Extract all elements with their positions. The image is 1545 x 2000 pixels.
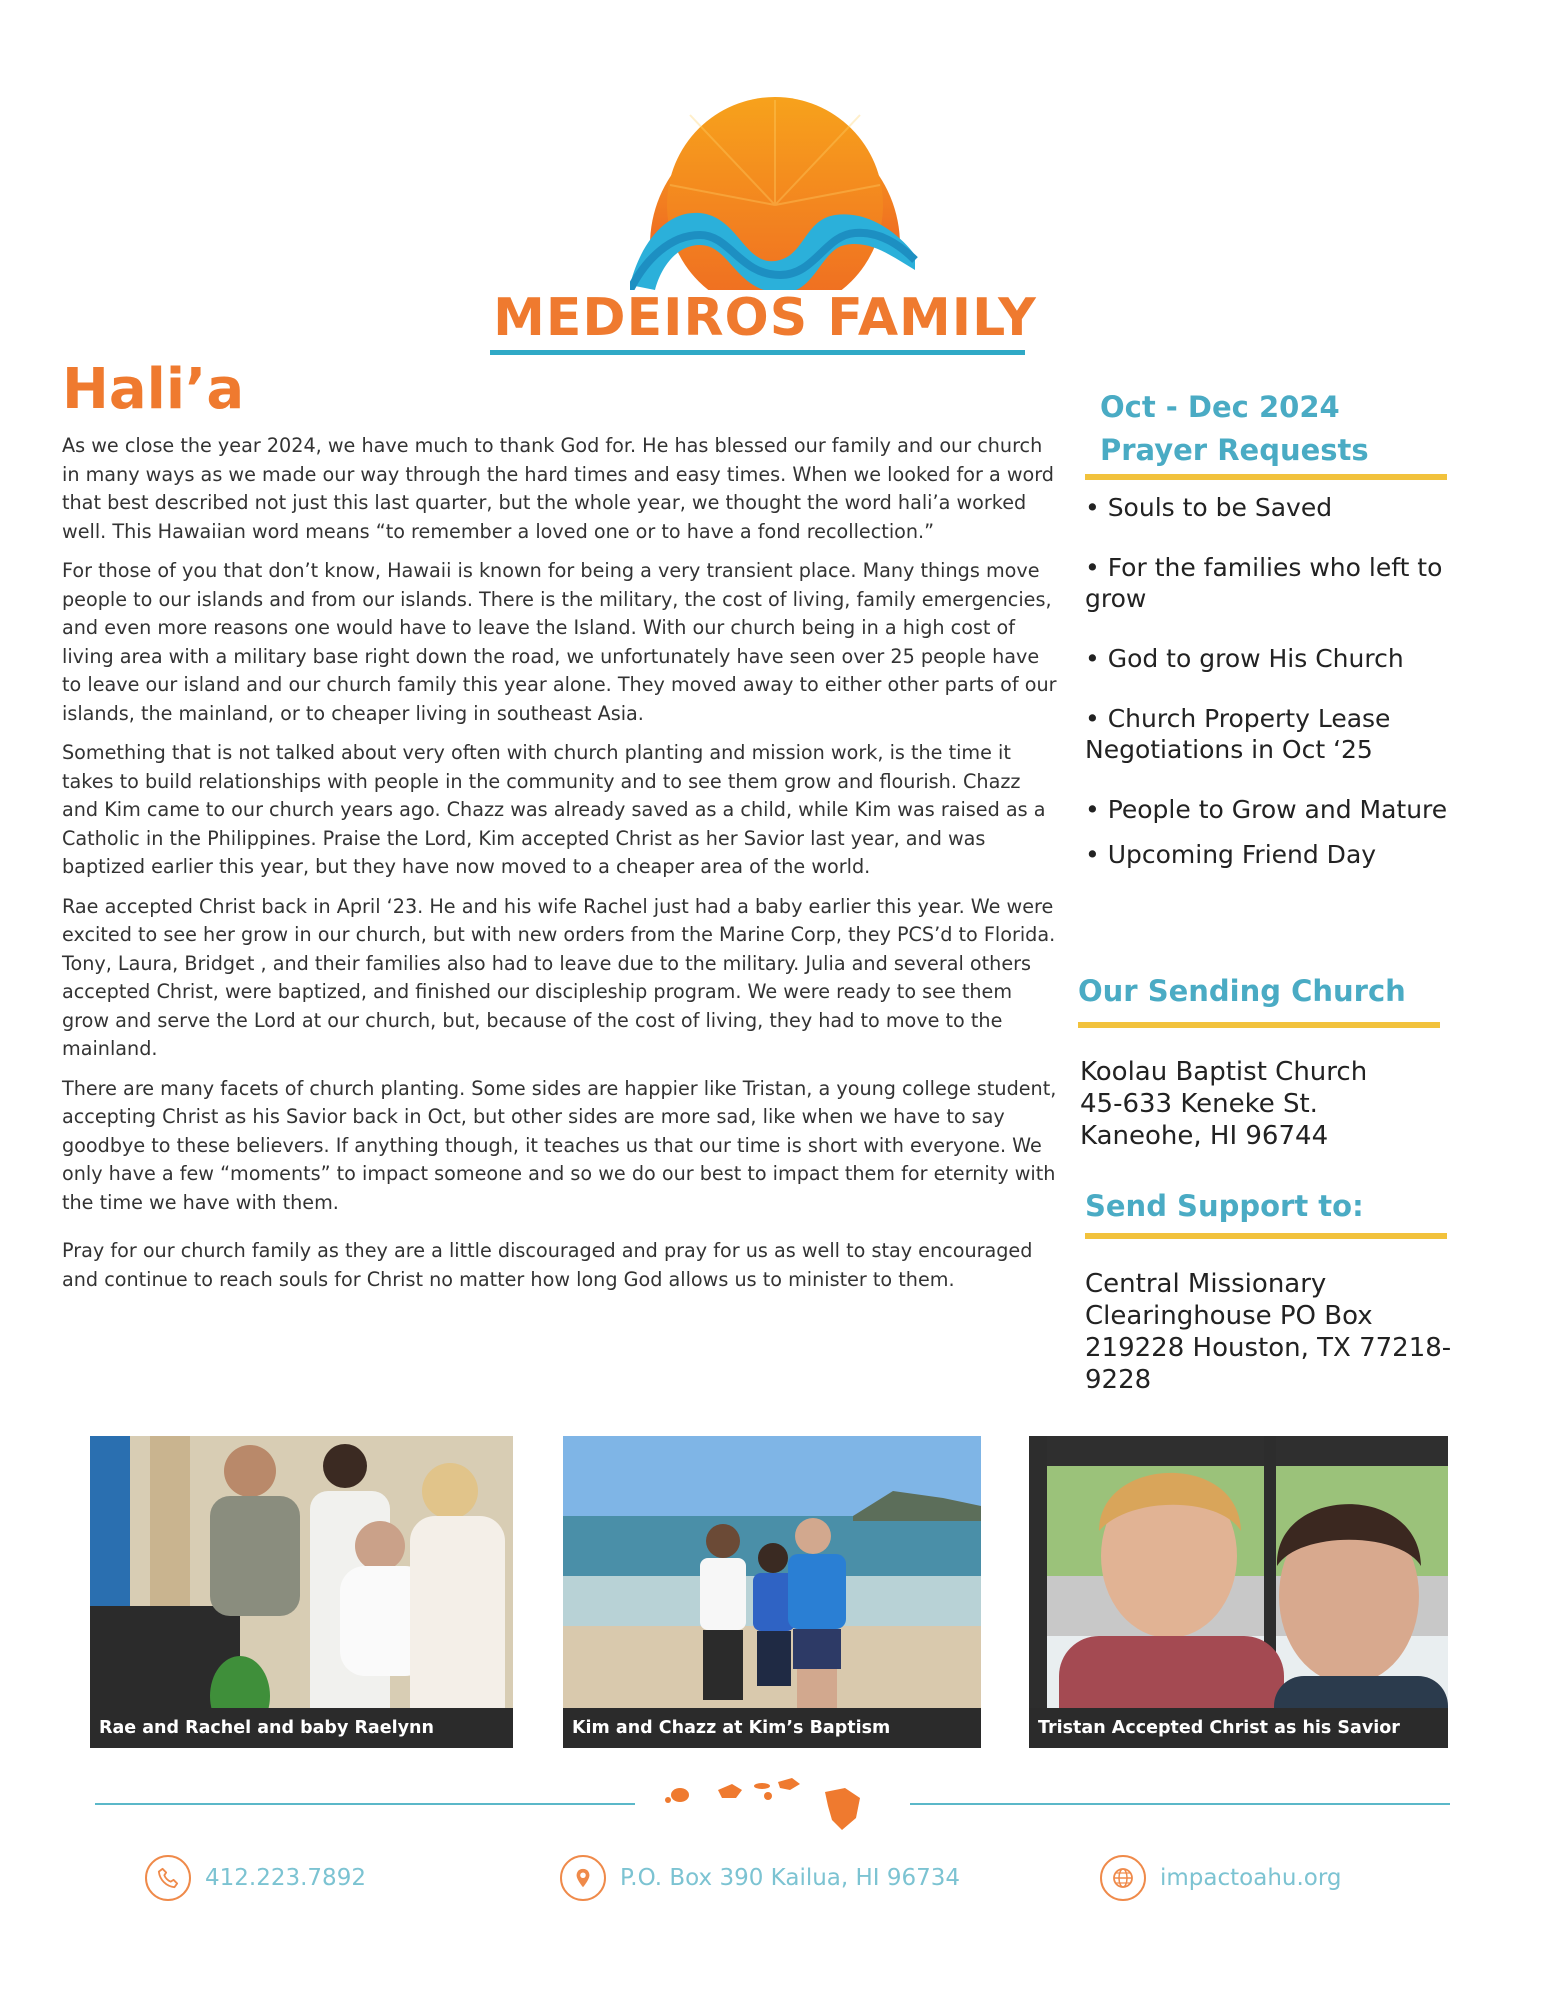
website-link[interactable]: impactoahu.org <box>1160 1865 1342 1891</box>
title-underline <box>490 350 1025 355</box>
church-city: Kaneohe, HI 96744 <box>1080 1121 1329 1151</box>
sun-wave-logo <box>630 95 920 290</box>
sending-church-address <box>1080 1056 1460 1152</box>
prayer-list <box>1085 492 1455 870</box>
article-paragraph: Something that is not talked about very often with church planting and mission work, is the time it takes to build relationships with people in the community and to see them grow and flourish. Chazz and Kim came to our church years ago. Chazz was already saved as a child, while Kim was raised as a Catholic in the Philippines. Praise the Lord, Kim accepted Christ as her Savior last year, and was baptized earlier this year, but they have now moved to a cheaper area of the world. <box>62 741 1046 878</box>
photo-caption: Kim and Chazz at Kim’s Baptism <box>563 1708 981 1748</box>
prayer-item: • For the families who left to grow <box>1085 553 1443 613</box>
prayer-item: • God to grow His Church <box>1085 644 1404 673</box>
prayer-item: • Upcoming Friend Day <box>1085 840 1377 869</box>
prayer-item: • People to Grow and Mature <box>1085 795 1448 824</box>
footer-divider-right <box>910 1803 1450 1805</box>
prayer-item: • Souls to be Saved <box>1085 493 1333 522</box>
prayer-heading: Prayer Requests <box>1100 433 1369 467</box>
article-paragraph: For those of you that don’t know, Hawaii is known for being a very transient place. Many things move people to our islands and from our islands. There is the military, the cost of living, family emergencies, and even more reasons one would have to leave the Island. With our church being in a high cost of living area with a military base right down the road, we unfortunately have seen over 25 people have to leave our island and our church family this year alone. They moved away to either other parts of our islands, the mainland, or to cheaper living in southeast Asia. <box>62 559 1057 725</box>
photo-illustration <box>90 1436 513 1748</box>
photo-baby-dedication <box>90 1436 513 1748</box>
article-body <box>62 432 1062 1305</box>
prayer-divider <box>1085 474 1447 480</box>
footer-divider-left <box>95 1803 635 1805</box>
photo-caption: Tristan Accepted Christ as his Savior <box>1029 1708 1448 1748</box>
photo-illustration <box>1029 1436 1448 1748</box>
church-name: Koolau Baptist Church <box>1080 1057 1368 1087</box>
photo-tristan-selfie <box>1029 1436 1448 1748</box>
article-title: Hali’a <box>62 357 245 422</box>
support-divider <box>1085 1233 1447 1239</box>
map-pin-icon <box>560 1855 606 1901</box>
mailing-address: P.O. Box 390 Kailua, HI 96734 <box>620 1865 961 1891</box>
photo-beach-baptism <box>563 1436 981 1748</box>
prayer-requests-heading <box>1100 386 1420 472</box>
photo-illustration <box>563 1436 981 1748</box>
prayer-period: Oct - Dec 2024 <box>1100 390 1340 424</box>
contact-phone[interactable] <box>145 1852 366 1904</box>
hawaiian-islands-icon <box>660 1770 890 1832</box>
church-street: 45-633 Keneke St. <box>1080 1089 1318 1119</box>
support-address: Central Missionary Clearinghouse PO Box 219228 Houston, TX 77218-9228 <box>1085 1269 1452 1395</box>
family-name-title: MEDEIROS FAMILY <box>493 288 1037 348</box>
article-paragraph: As we close the year 2024, we have much to thank God for. He has blessed our family and our church in many ways as we made our way through the hard times and easy times. When we looked for a word that best described not just this last quarter, but the whole year, we thought the word hali’a worked well. This Hawaiian word means “to remember a loved one or to have a fond recollection.” <box>62 434 1054 543</box>
phone-icon <box>145 1855 191 1901</box>
contact-website[interactable] <box>1100 1852 1342 1904</box>
photo-caption: Rae and Rachel and baby Raelynn <box>90 1708 513 1748</box>
article-paragraph: Rae accepted Christ back in April ‘23. He and his wife Rachel just had a baby earlier this year. We were excited to see her grow in our church, but with new orders from the Marine Corp, they PCS’d to Florida. Tony, Laura, Bridget , and their families also had to leave due to the military. Julia and several others accepted Christ, were baptized, and finished our discipleship program. We were ready to see them grow and serve the Lord at our church, but, because of the cost of living, they had to move to the mainland. <box>62 894 1056 1060</box>
article-paragraph: Pray for our church family as they are a little discouraged and pray for us as well to stay encouraged and continue to reach souls for Christ no matter how long God allows us to minister to them. <box>62 1239 1033 1291</box>
send-support-heading: Send Support to: <box>1085 1189 1364 1223</box>
article-paragraph: There are many facets of church planting. Some sides are happier like Tristan, a young college student, accepting Christ as his Savior back in Oct, but other sides are more sad, like when we have to say goodbye to these believers. If anything though, it teaches us that our time is short with everyone. We only have a few “moments” to impact someone and so we do our best to impact them for eternity with the time we have with them. <box>62 1076 1057 1214</box>
prayer-item: • Church Property Lease Negotiations in Oct ‘25 <box>1085 704 1391 764</box>
phone-number[interactable]: 412.223.7892 <box>205 1865 366 1891</box>
sending-church-heading: Our Sending Church <box>1078 974 1406 1008</box>
sending-divider <box>1078 1022 1440 1028</box>
globe-icon <box>1100 1855 1146 1901</box>
contact-address <box>560 1852 960 1904</box>
